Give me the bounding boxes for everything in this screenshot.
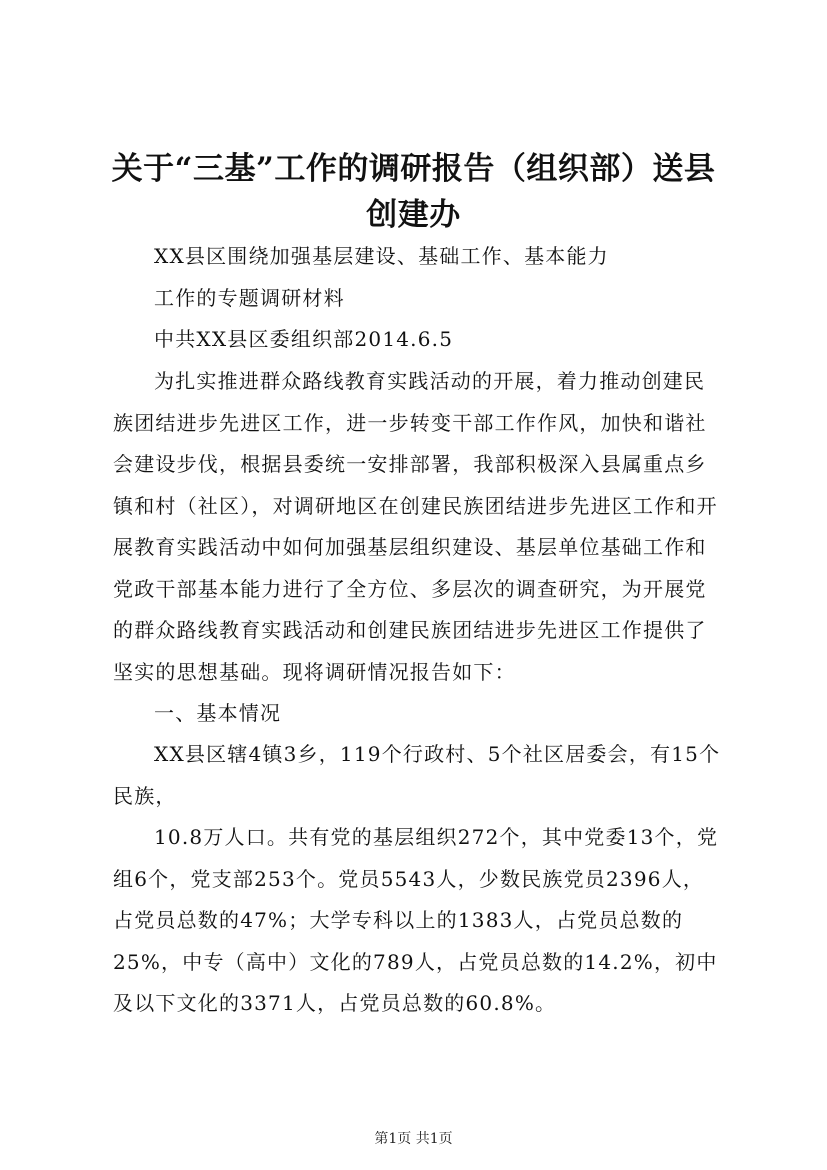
subtitle-line-1: XX县区围绕加强基层建设、基础工作、基本能力 [154,244,609,268]
section-paragraph-1: XX县区辖4镇3乡，119个行政村、5个社区居委会，有15个民族， [113,742,721,808]
document-title [100,146,727,238]
author-date: 中共XX县区委组织部2014.6.5 [154,327,454,351]
section-paragraph-2: 10.8万人口。共有党的基层组织272个，其中党委13个，党组6个，党支部253个。党员5543人，少数民族党员2396人，占党员总数的47%；大学专科以上的1383人，占党员总数的25%，中专（高中）文化的789人，占党员总数的14.2%，初中及以下文化的3371人，占党员总数的60.8%。 [113,825,719,1015]
title-line-2: 创建办 [366,197,461,233]
subtitle-line-2: 工作的专题调研材料 [154,286,345,310]
section-heading: 一、基本情况 [154,701,282,725]
intro-paragraph: 为扎实推进群众路线教育实践活动的开展，着力推动创建民族团结进步先进区工作，进一步转变干部工作作风，加快和谐社会建设步伐，根据县委统一安排部署，我部积极深入县属重点乡镇和村（社区），对调研地区在创建民族团结进步先进区工作和开展教育实践活动中如何加强基层组织建设、基层单位基础工作和党政干部基本能力进行了全方位、多层次的调查研究，为开展党的群众路线教育实践活动和创建民族团结进步先进区工作提供了坚实的思想基础。现将调研情况报告如下： [113,369,718,684]
page-footer: 第1页 共1页 [374,1131,453,1147]
title-line-1: 关于“三基”工作的调研报告（组织部）送县 [111,151,716,187]
